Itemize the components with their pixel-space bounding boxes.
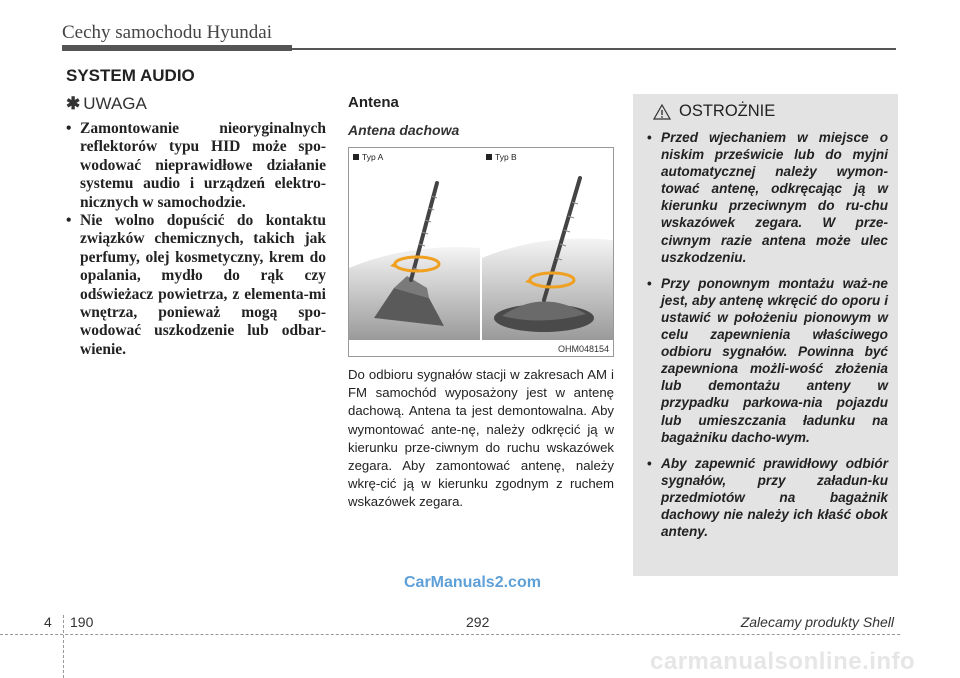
antenna-figure [348,147,614,357]
antenna-type-a-illustration [349,148,480,340]
uwaga-title: UWAGA [83,94,147,113]
site-watermark: carmanualsonline.info [650,648,916,675]
caution-item: • Przed wjechaniem w miejsce o niskim prześwicie lub do myjni automatycznej należy wymon-tować antenę, odkręcając ją w kierunku przeciwnym do ru-chu wskazówek zegara. W prze-ciwnym razie antena może ulec uszkodzeniu. [647,129,888,266]
antenna-type-b-illustration [482,148,613,340]
warning-triangle-icon [653,104,671,120]
antena-subtitle: Antena dachowa [348,122,460,138]
uwaga-item: • Nie wolno dopuścić do kontaktu związków chemicznych, takich jak perfumy, olej kosmetyczny, krem do opalania, mydło do rąk czy odświeżacz powietrza, z elementa-mi wnętrza, ponieważ mogą spo-wodować uszkodzenie lub odbar-wienie. [66,212,326,359]
caution-title: OSTROŻNIE [679,102,776,120]
footer-chapter-number: 4 [44,614,52,630]
asterisk-icon: ✱ [66,94,81,113]
figure-label-b: Typ B [486,152,517,162]
footer-vertical-divider [63,615,64,678]
header-title: Cechy samochodu Hyundai [62,22,273,43]
antena-title: Antena [348,94,399,111]
footer-divider [0,634,900,635]
caution-item: • Przy ponownym montażu waż-ne jest, aby antenę wkręcić do oporu i ustawić w położeniu pionowym w celu zapewnienia właściwego odbioru sygnałów. Powinna być zapewniona możli-wość złożenia lub demontażu anteny w przypadku parkowa-nia pojazdu lub umieszczania ładunku na bagażniku dacho-wym. [647,275,888,446]
antena-body-text: Do odbioru sygnałów stacji w zakresach AM i FM samochód wyposażony jest w antenę dachową. Antena ta jest demontowalna. Aby wymontować ante-nę, należy odkręcić ją w kierunku prze-ciwnym do ruchu wskazówek zegara. Aby zamontować antenę, należy wkrę-cić ją w kierunku zgodnym z ruchem wskazówek zegara. [348,367,614,510]
header-rule [62,48,896,50]
caution-heading [653,102,888,121]
footer-note: Zalecamy produkty Shell [740,614,894,630]
figure-code: OHM048154 [557,344,609,354]
uwaga-list [66,120,326,359]
uwaga-section [66,94,326,359]
uwaga-item: • Zamontowanie nieoryginalnych reflektorów typu HID może spo-wodować nieprawidłowe działanie systemu audio i urządzeń elektro-nicznych w samochodzie. [66,120,326,212]
uwaga-heading [66,94,326,114]
watermark-link[interactable]: CarManuals2.com [404,574,541,591]
caution-box [633,94,898,576]
footer-page-number: 292 [466,614,490,630]
figure-label-a: Typ A [353,152,383,162]
caution-item: • Aby zapewnić prawidłowy odbiór sygnałów, przy załadun-ku przedmiotów na bagażnik dachowy nie należy ich kłaść obok anteny. [647,455,888,540]
section-title: SYSTEM AUDIO [66,66,195,85]
footer-local-page: 190 [70,614,94,630]
caution-list [647,129,888,540]
antena-section [348,94,614,512]
